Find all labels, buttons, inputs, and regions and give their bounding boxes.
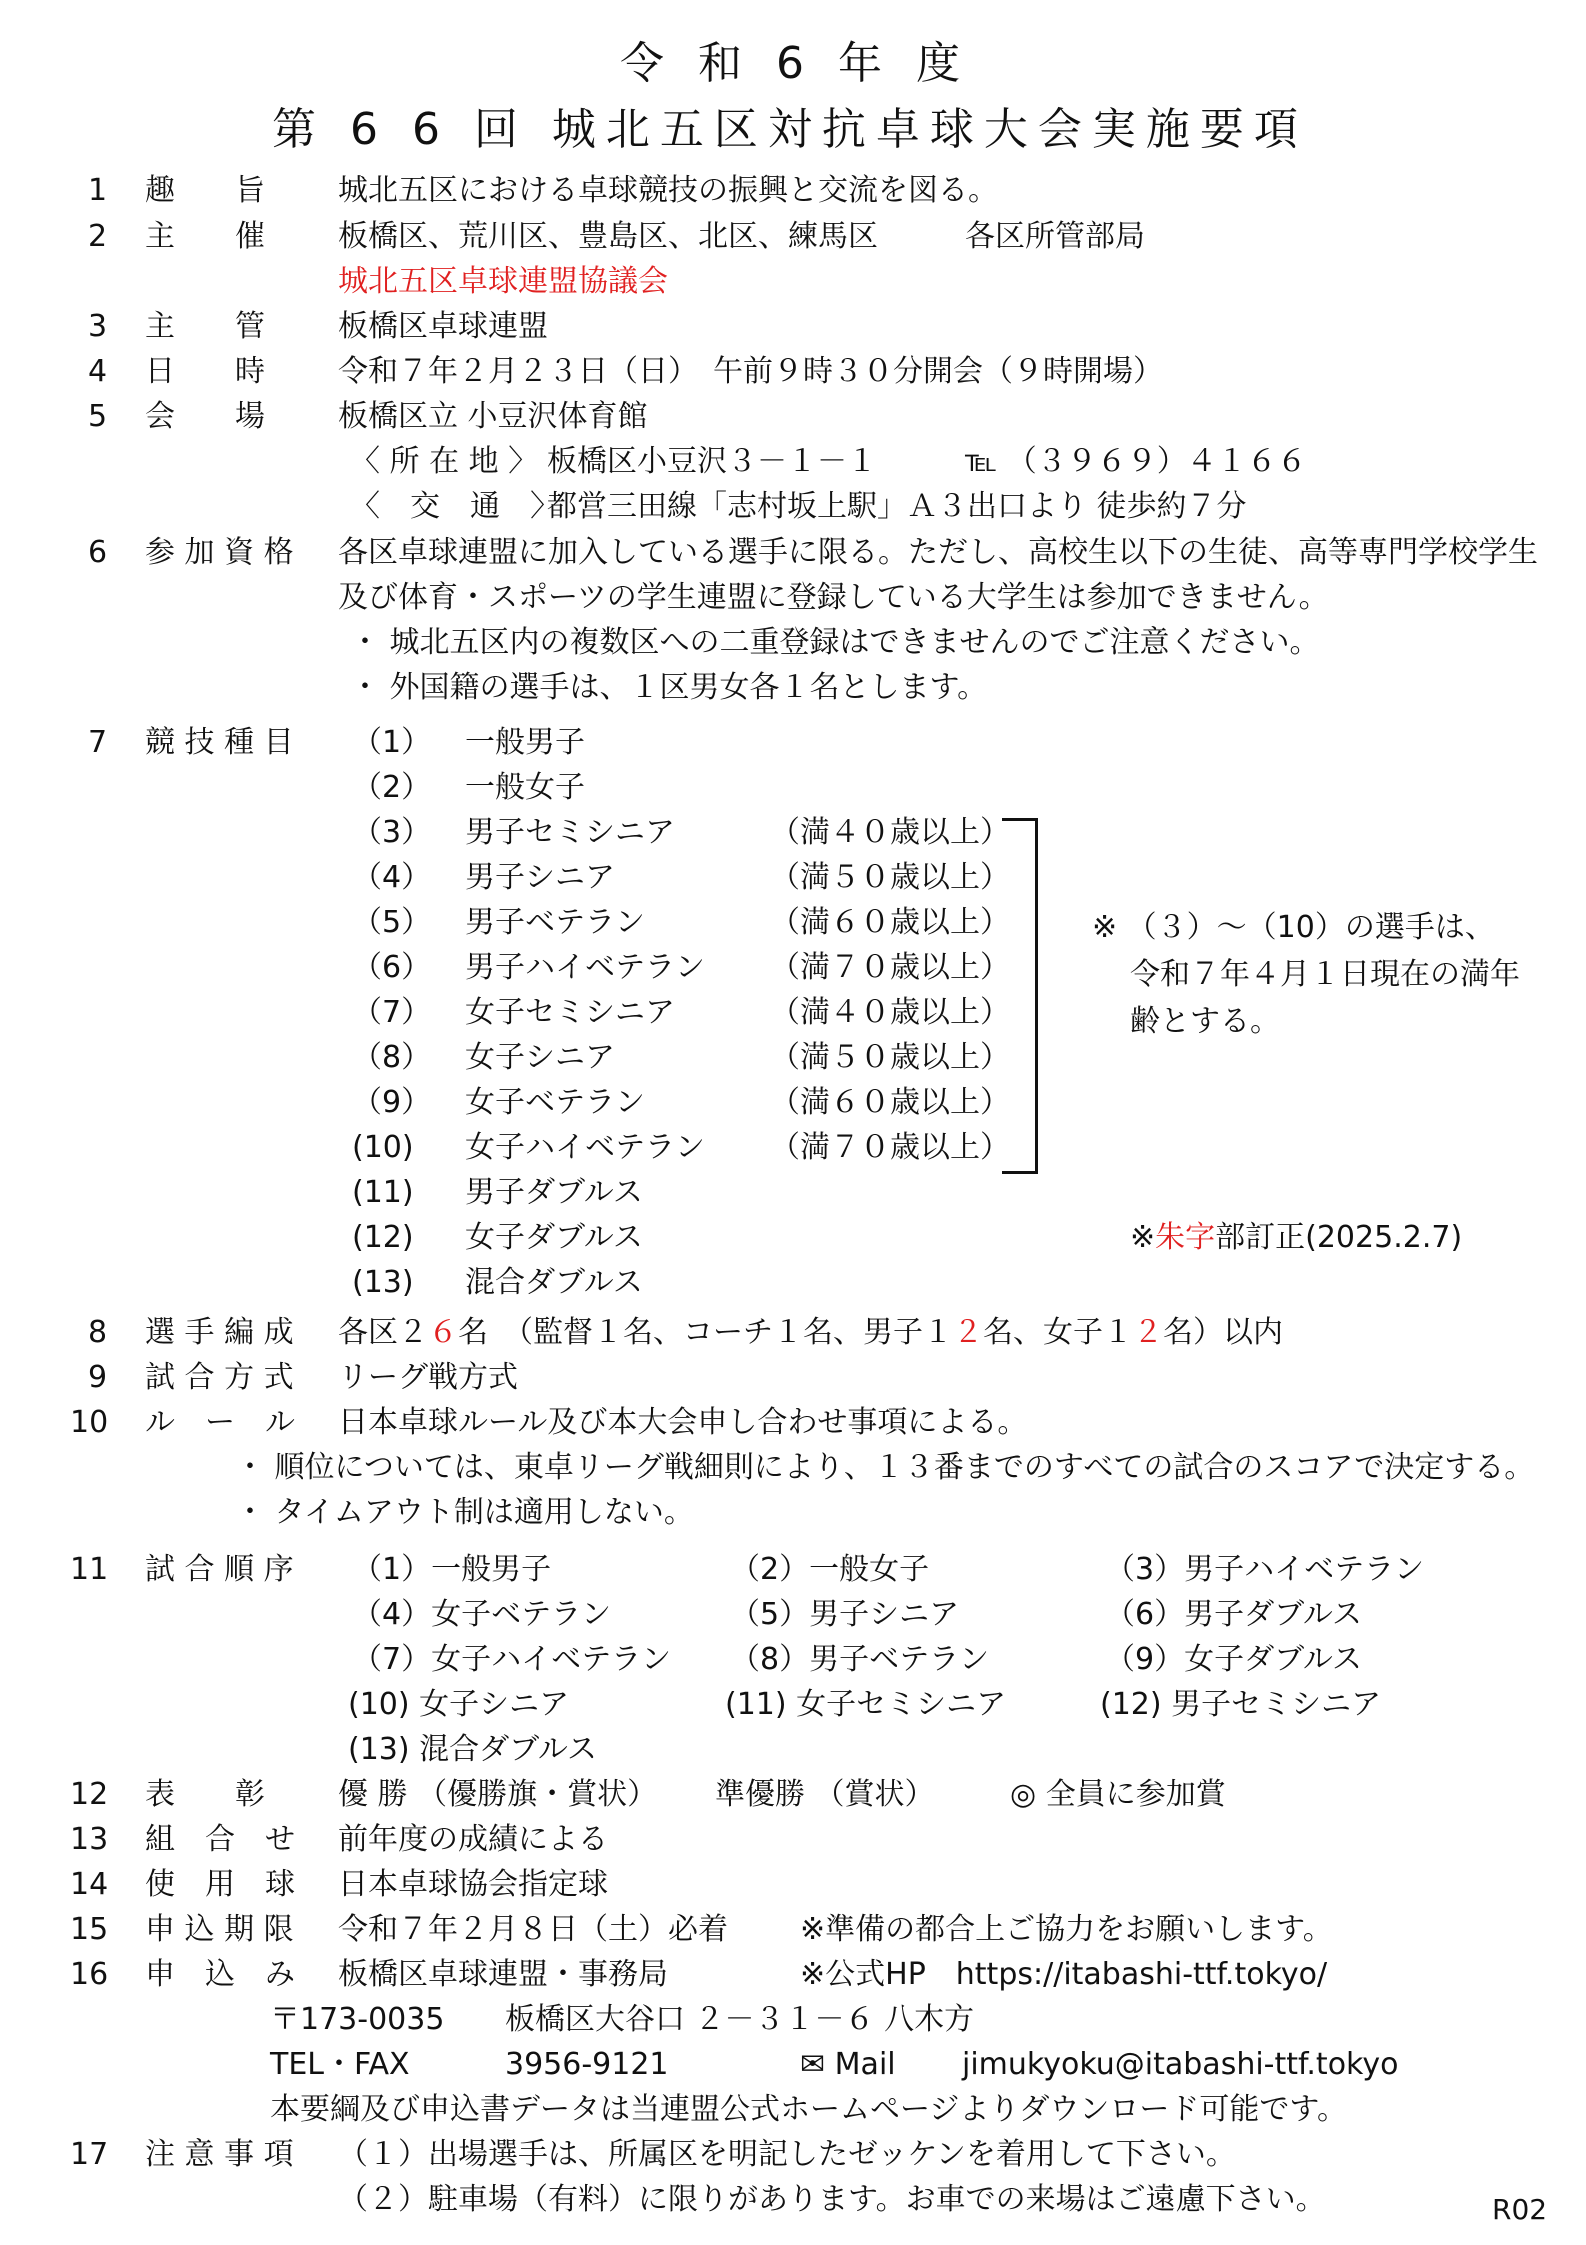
order-item: （7）女子ハイベテラン xyxy=(352,1642,672,1677)
section-7-number: 7 xyxy=(88,725,108,760)
official-homepage-link[interactable]: ※公式HP https://itabashi-ttf.tokyo/ xyxy=(800,1957,1328,1992)
event-name: 女子ベテラン xyxy=(465,1085,645,1120)
section-15-note: ※準備の都合上ご協力をお願いします。 xyxy=(800,1912,1333,1947)
document-code: R02 xyxy=(1492,2193,1548,2226)
event-number: （9） xyxy=(352,1085,432,1120)
title-line-1: 令 和 6 年 度 xyxy=(620,38,970,89)
postal-code: 〒173-0035 xyxy=(270,2002,445,2037)
event-name: 一般男子 xyxy=(465,725,585,760)
event-number: （4） xyxy=(352,860,432,895)
order-item: （8）男子ベテラン xyxy=(730,1642,990,1677)
section-12-winner: 優 勝 （優勝旗・賞状） xyxy=(338,1777,658,1812)
event-number: （2） xyxy=(352,770,432,805)
section-4-label: 日 時 xyxy=(145,354,265,389)
section-13-number: 13 xyxy=(70,1822,109,1857)
section-17-number: 17 xyxy=(70,2137,109,2172)
email-address-link[interactable]: jimukyoku@itabashi-ttf.tokyo xyxy=(962,2047,1399,2082)
section-15-number: 15 xyxy=(70,1912,109,1947)
section-5-address: 板橋区小豆沢３－１－１ xyxy=(547,444,877,479)
section-5-access: 都営三田線「志村坂上駅」Ａ３出口より 徒歩約７分 xyxy=(547,489,1247,524)
event-number: （6） xyxy=(352,950,432,985)
section-12-number: 12 xyxy=(70,1777,109,1812)
order-item: (10) 女子シニア xyxy=(348,1687,570,1722)
order-item: （1）一般男子 xyxy=(352,1552,552,1587)
event-name: 男子ベテラン xyxy=(465,905,645,940)
section-14-number: 14 xyxy=(70,1867,109,1902)
section-12-runner-up: 準優勝 （賞状） xyxy=(715,1777,935,1812)
order-item: （9）女子ダブルス xyxy=(1105,1642,1362,1677)
event-number: (13) xyxy=(352,1265,414,1300)
section-12-label: 表 彰 xyxy=(145,1777,265,1812)
section-5-access-label: 〈 交 通 〉 xyxy=(350,489,560,524)
section-16-text: 板橋区卓球連盟・事務局 xyxy=(338,1957,668,1992)
section-10-text: 日本卓球ルール及び本大会申し合わせ事項による。 xyxy=(338,1405,1028,1440)
section-2-text: 板橋区、荒川区、豊島区、北区、練馬区 xyxy=(338,219,878,254)
section-6-text-1: 各区卓球連盟に加入している選手に限る。ただし、高校生以下の生徒、高等専門学校学生 xyxy=(338,535,1538,570)
section-2-label: 主 催 xyxy=(145,219,265,254)
section-16-number: 16 xyxy=(70,1957,109,1992)
order-item: (11) 女子セミシニア xyxy=(725,1687,1007,1722)
section-15-text: 令和７年２月８日（土）必着 xyxy=(338,1912,728,1947)
section-6-bullet-1: ・ 城北五区内の複数区への二重登録はできませんのでご注意ください。 xyxy=(350,625,1320,660)
section-4-text: 令和７年２月２３日（日） 午前９時３０分開会（９時開場） xyxy=(338,354,1163,389)
section-9-number: 9 xyxy=(88,1360,108,1395)
age-note-1: ※ （３）～（10）の選手は、 xyxy=(1092,910,1495,945)
order-item: （2）一般女子 xyxy=(730,1552,930,1587)
event-number: （3） xyxy=(352,815,432,850)
section-2-text-3: 城北五区卓球連盟協議会 xyxy=(338,264,668,299)
event-name: 女子セミシニア xyxy=(465,995,675,1030)
section-8-label: 選 手 編 成 xyxy=(145,1315,294,1350)
event-number: （8） xyxy=(352,1040,432,1075)
section-5-label: 会 場 xyxy=(145,399,265,434)
event-number: (12) xyxy=(352,1220,414,1255)
section-4-number: 4 xyxy=(88,354,108,389)
section-1-number: 1 xyxy=(88,173,108,208)
event-name: 女子ハイベテラン xyxy=(465,1130,705,1165)
age-bracket xyxy=(1002,818,1038,1174)
section-6-label: 参 加 資 格 xyxy=(145,535,294,570)
event-age: （満５０歳以上） xyxy=(770,860,1010,895)
event-number: (10) xyxy=(352,1130,414,1165)
event-name: 女子ダブルス xyxy=(465,1220,643,1255)
section-5-address-label: 〈 所 在 地 〉 xyxy=(350,444,539,479)
section-17-item-2: （２）駐車場（有料）に限りがあります。お車での来場はご遠慮下さい。 xyxy=(338,2182,1326,2217)
section-6-number: 6 xyxy=(88,535,108,570)
section-6-text-2: 及び体育・スポーツの学生連盟に登録している大学生は参加できません。 xyxy=(338,580,1329,615)
section-17-label: 注 意 事 項 xyxy=(145,2137,294,2172)
order-item: （4）女子ベテラン xyxy=(352,1597,612,1632)
section-5-number: 5 xyxy=(88,399,108,434)
section-13-text: 前年度の成績による xyxy=(338,1822,608,1857)
section-9-label: 試 合 方 式 xyxy=(145,1360,294,1395)
download-note: 本要綱及び申込書データは当連盟公式ホームページよりダウンロード可能です。 xyxy=(270,2092,1347,2127)
section-14-label: 使 用 球 xyxy=(145,1867,295,1902)
event-number: (11) xyxy=(352,1175,414,1210)
event-age: （満４０歳以上） xyxy=(770,995,1010,1030)
event-age: （満６０歳以上） xyxy=(770,1085,1010,1120)
event-name: 男子セミシニア xyxy=(465,815,675,850)
event-name: 一般女子 xyxy=(465,770,585,805)
section-3-number: 3 xyxy=(88,309,108,344)
section-7-label: 競 技 種 目 xyxy=(145,725,294,760)
section-17-item-1: （１）出場選手は、所属区を明記したゼッケンを着用して下さい。 xyxy=(338,2137,1236,2172)
event-name: 男子シニア xyxy=(465,860,615,895)
title-line-2: 第 6 6 回 城北五区対抗卓球大会実施要項 xyxy=(272,104,1308,155)
event-number: （1） xyxy=(352,725,432,760)
order-item: （5）男子シニア xyxy=(730,1597,960,1632)
section-3-label: 主 管 xyxy=(145,309,265,344)
section-16-label: 申 込 み xyxy=(145,1957,295,1992)
mail-icon-label: ✉ Mail xyxy=(800,2047,896,2082)
event-age: （満７０歳以上） xyxy=(770,1130,1010,1165)
section-9-text: リーグ戦方式 xyxy=(338,1360,518,1395)
section-10-number: 10 xyxy=(70,1405,109,1440)
order-item: （3）男子ハイベテラン xyxy=(1105,1552,1425,1587)
correction-note: ※朱字部訂正(2025.2.7) xyxy=(1130,1220,1463,1255)
section-11-label: 試 合 順 序 xyxy=(145,1552,294,1587)
section-13-label: 組 合 せ xyxy=(145,1822,295,1857)
section-12-participation: ◎ 全員に参加賞 xyxy=(1010,1777,1226,1812)
section-11-number: 11 xyxy=(70,1552,109,1587)
section-5-text: 板橋区立 小豆沢体育館 xyxy=(338,399,648,434)
section-3-text: 板橋区卓球連盟 xyxy=(338,309,548,344)
event-name: 男子ダブルス xyxy=(465,1175,643,1210)
section-1-text: 城北五区における卓球競技の振興と交流を図る。 xyxy=(338,173,998,208)
section-14-text: 日本卓球協会指定球 xyxy=(338,1867,608,1902)
section-10-label: ル ー ル xyxy=(145,1405,295,1440)
event-number: （7） xyxy=(352,995,432,1030)
event-age: （満５０歳以上） xyxy=(770,1040,1010,1075)
event-name: 混合ダブルス xyxy=(465,1265,643,1300)
age-note-3: 齢とする。 xyxy=(1130,1004,1280,1039)
order-item: (12) 男子セミシニア xyxy=(1100,1687,1382,1722)
section-5-tel: ℡ （３９６９）４１６６ xyxy=(965,444,1307,479)
tel-fax-number: 3956-9121 xyxy=(505,2047,669,2082)
tel-fax-label: TEL・FAX xyxy=(270,2047,410,2082)
section-10-bullet-1: ・ 順位については、東卓リーグ戦細則により、１３番までのすべての試合のスコアで決定する。 xyxy=(235,1450,1535,1485)
section-8-text: 各区２６名 （監督１名、コーチ１名、男子１２名、女子１２名）以内 xyxy=(338,1315,1283,1350)
section-6-bullet-2: ・ 外国籍の選手は、１区男女各１名とします。 xyxy=(350,670,988,705)
section-8-number: 8 xyxy=(88,1315,108,1350)
event-age: （満４０歳以上） xyxy=(770,815,1010,850)
order-item: (13) 混合ダブルス xyxy=(348,1732,598,1767)
office-address: 板橋区大谷口 ２－３１－６ 八木方 xyxy=(505,2002,975,2037)
event-name: 男子ハイベテラン xyxy=(465,950,705,985)
section-2-text-2: 各区所管部局 xyxy=(965,219,1145,254)
event-number: （5） xyxy=(352,905,432,940)
event-age: （満６０歳以上） xyxy=(770,905,1010,940)
age-note-2: 令和７年４月１日現在の満年 xyxy=(1130,957,1520,992)
section-10-bullet-2: ・ タイムアウト制は適用しない。 xyxy=(235,1495,694,1530)
event-name: 女子シニア xyxy=(465,1040,615,1075)
order-item: （6）男子ダブルス xyxy=(1105,1597,1362,1632)
section-1-label: 趣 旨 xyxy=(145,173,265,208)
event-age: （満７０歳以上） xyxy=(770,950,1010,985)
section-15-label: 申 込 期 限 xyxy=(145,1912,294,1947)
section-2-number: 2 xyxy=(88,219,108,254)
